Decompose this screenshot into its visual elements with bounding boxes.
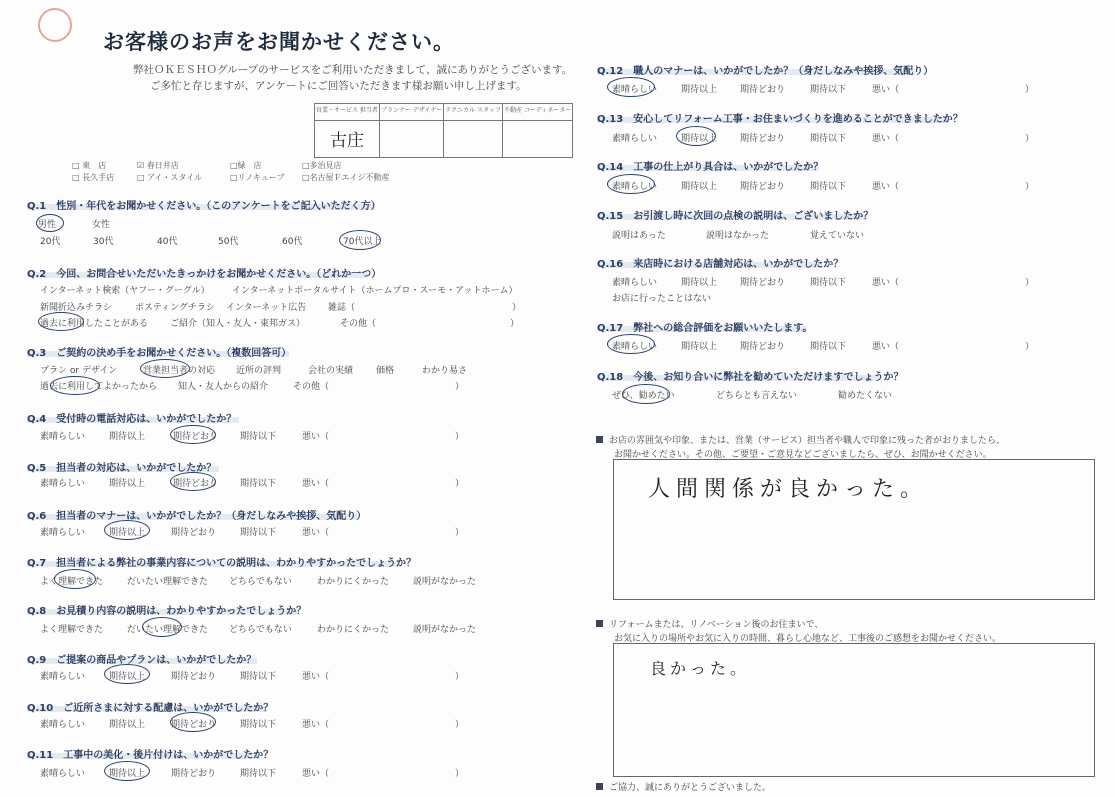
q3-opt-past-good[interactable]: 過去に利用してよかったから bbox=[40, 382, 158, 392]
q14-paren-close: ） bbox=[1025, 182, 1035, 192]
q9-answer-circle bbox=[104, 664, 150, 684]
comment1-answer: 人間関係が良かった。 bbox=[648, 477, 929, 502]
q1-opt-60s[interactable]: 60代 bbox=[282, 237, 303, 247]
q4-opt-above[interactable]: 期待以上 bbox=[109, 432, 146, 442]
store-midori[interactable]: □緑 店 bbox=[230, 161, 262, 170]
q13-opt-above[interactable]: 期待以上 bbox=[681, 134, 718, 144]
q14-opt-below[interactable]: 期待以下 bbox=[810, 182, 847, 192]
q5-heading: Q.5 担当者の対応は、いかがでしたか？ bbox=[27, 463, 217, 474]
q7-opt-mostly[interactable]: だいたい理解できた bbox=[127, 577, 209, 587]
q2-paren-close-1: ） bbox=[512, 303, 522, 313]
staff-table bbox=[314, 103, 573, 158]
q13-paren-close: ） bbox=[1025, 134, 1035, 144]
q13-answer-circle bbox=[676, 126, 716, 146]
q6-opt-excellent[interactable]: 素晴らしい bbox=[40, 528, 86, 538]
q17-opt-above[interactable]: 期待以上 bbox=[681, 342, 718, 352]
q16-heading: Q.16 来店時における店舗対応は、いかがでしたか？ bbox=[597, 259, 844, 270]
bullet-square-icon bbox=[596, 436, 603, 443]
q17-opt-excellent[interactable]: 素晴らしい bbox=[612, 342, 658, 352]
q12-heading: Q.12 職人のマナーは、いかがでしたか？（身だしなみや挨拶、気配り） bbox=[597, 66, 934, 77]
q1-answer-circle-70s bbox=[339, 230, 381, 250]
page-title: お客様のお声をお聞かせください。 bbox=[103, 30, 455, 54]
q3-opt-sales-staff[interactable]: 営業担当者の対応 bbox=[143, 366, 216, 376]
q1-answer-circle-male bbox=[36, 214, 64, 232]
q16-opt-bad[interactable]: 悪い（ bbox=[872, 278, 900, 288]
staff-cell-realestate[interactable] bbox=[502, 121, 572, 158]
q9-opt-below[interactable]: 期待以下 bbox=[240, 672, 277, 682]
comment1-textarea[interactable] bbox=[613, 459, 1095, 600]
q3-opt-track-record[interactable]: 会社の実績 bbox=[308, 366, 354, 376]
q12-opt-above[interactable]: 期待以上 bbox=[681, 85, 718, 95]
intro-line-1: 弊社ＯＫＥＳＨＯグループのサービスをご利用いただきまして、誠にありがとうございます。 bbox=[133, 64, 573, 76]
q10-heading: Q.10 ご近所さまに対する配慮は、いかがでしたか？ bbox=[27, 703, 274, 714]
q13-heading: Q.13 安心してリフォーム工事・お住まいづくりを進めることができましたか？ bbox=[597, 114, 963, 125]
q5-opt-above[interactable]: 期待以上 bbox=[109, 479, 146, 489]
store-istyle[interactable]: □ アイ・スタイル bbox=[137, 173, 203, 182]
q2-paren-close-2: ） bbox=[510, 319, 520, 329]
comment2-textarea[interactable] bbox=[613, 643, 1095, 777]
q1-opt-70s[interactable]: 70代以上 bbox=[343, 237, 382, 247]
q6-paren-close: ） bbox=[455, 528, 465, 538]
comment1-prompt-line2: お聞かせください。その他、ご要望・ご意見などございましたら、ぜひ、お聞かせください。 bbox=[614, 450, 992, 460]
q14-opt-as-expected[interactable]: 期待どおり bbox=[740, 182, 786, 192]
q4-answer-circle bbox=[170, 425, 219, 444]
q8-opt-understood-well[interactable]: よく理解できた bbox=[40, 625, 104, 635]
q2-answer-circle-past-use bbox=[38, 312, 84, 331]
q8-heading: Q.8 お見積り内容の説明は、わかりやすかったでしょうか？ bbox=[27, 606, 307, 617]
q7-opt-none[interactable]: 説明がなかった bbox=[413, 577, 477, 587]
q1-heading: Q.1 性別・年代をお聞かせください。（このアンケートをご記入いただく方） bbox=[27, 201, 381, 212]
q3-opt-price[interactable]: 価格 bbox=[376, 366, 395, 376]
q3-heading: Q.3 ご契約の決め手をお聞かせください。（複数回答可） bbox=[27, 348, 292, 359]
q1-opt-female[interactable]: 女性 bbox=[92, 220, 111, 230]
q9-heading: Q.9 ご提案の商品やプランは、いかがでしたか？ bbox=[27, 655, 257, 666]
q9-paren-close: ） bbox=[455, 672, 465, 682]
q17-paren-close: ） bbox=[1025, 342, 1035, 352]
q3-paren-close: ） bbox=[455, 382, 465, 392]
q10-opt-as-expected[interactable]: 期待どおり bbox=[171, 720, 217, 730]
q3-opt-reputation[interactable]: 近所の評判 bbox=[236, 366, 282, 376]
q10-answer-circle bbox=[170, 712, 216, 732]
comment2-prompt-line2: お気に入りの場所やお気に入りの時間、暮らし心地など、工事後のご感想をお聞かせください。 bbox=[614, 634, 1002, 644]
q1-opt-50s[interactable]: 50代 bbox=[218, 237, 239, 247]
store-renocube[interactable]: □リノキューブ bbox=[230, 173, 285, 182]
store-tajimi[interactable]: □多治見店 bbox=[302, 161, 342, 170]
q6-opt-below[interactable]: 期待以下 bbox=[240, 528, 277, 538]
q10-opt-bad[interactable]: 悪い（ bbox=[302, 720, 330, 730]
q6-answer-circle bbox=[104, 520, 150, 540]
q2-opt-search[interactable]: インターネット検索（ヤフー・グーグル） bbox=[40, 286, 210, 296]
q11-paren-close: ） bbox=[455, 769, 465, 779]
q2-opt-newspaper-flyer[interactable]: 新聞折込みチラシ bbox=[40, 303, 113, 313]
staff-header-sales: 営業・サービス 担当者 bbox=[315, 104, 380, 121]
q7-answer-circle bbox=[54, 569, 96, 589]
staff-cell-technical[interactable] bbox=[444, 121, 503, 158]
q4-opt-excellent[interactable]: 素晴らしい bbox=[40, 432, 86, 442]
q13-opt-excellent[interactable]: 素晴らしい bbox=[612, 134, 658, 144]
q17-opt-as-expected[interactable]: 期待どおり bbox=[740, 342, 786, 352]
q9-opt-excellent[interactable]: 素晴らしい bbox=[40, 672, 86, 682]
q18-answer-circle bbox=[622, 384, 670, 404]
q7-opt-unclear[interactable]: わかりにくかった bbox=[317, 577, 390, 587]
intro-line-2: ご多忙と存じますが、アンケートにご回答いただきます様お願い申し上げます。 bbox=[150, 80, 527, 92]
comment2-prompt-line1: リフォームまたは、リノベーション後のお住まいで、 bbox=[596, 617, 823, 630]
q5-paren-close: ） bbox=[455, 479, 465, 489]
seal-stamp bbox=[38, 8, 72, 42]
q13-opt-below[interactable]: 期待以下 bbox=[810, 134, 847, 144]
q16-opt-excellent[interactable]: 素晴らしい bbox=[612, 278, 658, 288]
q3-answer-circle-past-good bbox=[50, 376, 100, 395]
staff-sales-name: 古庄 bbox=[329, 131, 364, 151]
q2-opt-web-ad[interactable]: インターネット広告 bbox=[226, 303, 307, 313]
q6-opt-above[interactable]: 期待以上 bbox=[109, 528, 146, 538]
q4-paren-close: ） bbox=[455, 432, 465, 442]
q14-opt-excellent[interactable]: 素晴らしい bbox=[612, 182, 658, 192]
q3-opt-clarity[interactable]: わかり易さ bbox=[422, 366, 468, 376]
q1-opt-20s[interactable]: 20代 bbox=[40, 237, 61, 247]
q2-opt-referral[interactable]: ご紹介（知人・友人・東邦ガス） bbox=[170, 319, 306, 329]
q12-opt-excellent[interactable]: 素晴らしい bbox=[612, 85, 658, 95]
q16-opt-never-visited[interactable]: お店に行ったことはない bbox=[612, 294, 712, 304]
staff-header-technical: テクニカル スタッフ bbox=[444, 104, 503, 121]
q16-opt-as-expected[interactable]: 期待どおり bbox=[740, 278, 786, 288]
q5-opt-excellent[interactable]: 素晴らしい bbox=[40, 479, 86, 489]
q15-opt-not-explained[interactable]: 説明はなかった bbox=[706, 231, 770, 241]
q13-opt-bad[interactable]: 悪い（ bbox=[872, 134, 900, 144]
q4-opt-bad[interactable]: 悪い（ bbox=[302, 432, 330, 442]
q10-paren-close: ） bbox=[455, 720, 465, 730]
q10-opt-above[interactable]: 期待以上 bbox=[109, 720, 146, 730]
footer-thanks: ご協力、誠にありがとうございました。 bbox=[596, 780, 771, 793]
q9-opt-above[interactable]: 期待以上 bbox=[109, 672, 146, 682]
q2-heading: Q.2 今回、お問合せいただいたきっかけをお聞かせください。（どれか一つ） bbox=[27, 269, 382, 280]
q4-heading: Q.4 受付時の電話対応は、いかがでしたか？ bbox=[27, 414, 237, 425]
q12-paren-close: ） bbox=[1025, 85, 1035, 95]
q10-opt-excellent[interactable]: 素晴らしい bbox=[40, 720, 86, 730]
q8-opt-mostly[interactable]: だいたい理解できた bbox=[127, 625, 209, 635]
q11-opt-as-expected[interactable]: 期待どおり bbox=[171, 769, 217, 779]
q7-opt-understood-well[interactable]: よく理解できた bbox=[40, 577, 104, 587]
q11-answer-circle bbox=[104, 761, 150, 781]
staff-header-planner: プランナー デザイナー bbox=[379, 104, 444, 121]
q17-opt-below[interactable]: 期待以下 bbox=[810, 342, 847, 352]
q14-heading: Q.14 工事の仕上がり具合は、いかがでしたか？ bbox=[597, 162, 824, 173]
q3-opt-friend-referral[interactable]: 知人・友人からの紹介 bbox=[178, 382, 269, 392]
q3-answer-circle-sales-staff bbox=[140, 359, 190, 378]
q5-answer-circle bbox=[170, 472, 219, 491]
q14-opt-bad[interactable]: 悪い（ bbox=[872, 182, 900, 192]
q12-opt-as-expected[interactable]: 期待どおり bbox=[740, 85, 786, 95]
q15-opt-dont-remember[interactable]: 覚えていない bbox=[810, 231, 865, 241]
q4-opt-as-expected[interactable]: 期待どおり bbox=[173, 432, 219, 442]
q3-opt-plan-design[interactable]: プラン or デザイン bbox=[40, 366, 118, 376]
q18-opt-neutral[interactable]: どちらとも言えない bbox=[716, 391, 798, 401]
q7-heading: Q.7 担当者による弊社の事業内容についての説明は、わかりやすかったでしょうか？ bbox=[27, 558, 417, 569]
q12-answer-circle bbox=[607, 77, 658, 97]
q11-opt-above[interactable]: 期待以上 bbox=[109, 769, 146, 779]
q18-opt-no[interactable]: 勧めたくない bbox=[838, 391, 893, 401]
q6-opt-bad[interactable]: 悪い（ bbox=[302, 528, 330, 538]
store-kasugai[interactable]: ☑ 春日井店 bbox=[137, 161, 179, 170]
q2-opt-portal[interactable]: インターネットポータルサイト（ホームプロ・スーモ・アットホーム） bbox=[232, 286, 518, 296]
q6-opt-as-expected[interactable]: 期待どおり bbox=[171, 528, 217, 538]
q2-opt-other[interactable]: その他（ bbox=[340, 319, 377, 329]
q5-opt-bad[interactable]: 悪い（ bbox=[302, 479, 330, 489]
q16-paren-close: ） bbox=[1025, 278, 1035, 288]
q14-answer-circle bbox=[607, 174, 658, 194]
q15-opt-explained[interactable]: 説明はあった bbox=[612, 231, 666, 241]
staff-cell-sales[interactable] bbox=[315, 121, 380, 158]
q2-opt-magazine[interactable]: 雑誌（ bbox=[328, 303, 356, 313]
q6-heading: Q.6 担当者のマナーは、いかがでしたか？（身だしなみや挨拶、気配り） bbox=[27, 511, 367, 522]
q12-opt-bad[interactable]: 悪い（ bbox=[872, 85, 900, 95]
q8-opt-neutral[interactable]: どちらでもない bbox=[229, 625, 292, 635]
q16-opt-above[interactable]: 期待以上 bbox=[681, 278, 718, 288]
staff-header-realestate: 不動産 コーディネーター bbox=[502, 104, 572, 121]
q11-heading: Q.11 工事中の美化・後片付けは、いかがでしたか？ bbox=[27, 750, 274, 761]
q8-answer-circle bbox=[142, 617, 182, 637]
q1-opt-40s[interactable]: 40代 bbox=[157, 237, 178, 247]
q18-opt-definitely[interactable]: ぜひ、勧めたい bbox=[612, 391, 675, 401]
bullet-square-icon bbox=[596, 783, 603, 790]
q17-answer-circle bbox=[607, 334, 658, 354]
bullet-square-icon bbox=[596, 620, 603, 627]
q18-heading: Q.18 今後、お知り合いに弊社を勧めていただけますでしょうか？ bbox=[597, 372, 904, 383]
q15-heading: Q.15 お引渡し時に次回の点検の説明は、ございましたか？ bbox=[597, 211, 874, 222]
q13-opt-as-expected[interactable]: 期待どおり bbox=[740, 134, 786, 144]
q12-opt-below[interactable]: 期待以下 bbox=[810, 85, 847, 95]
q11-opt-below[interactable]: 期待以下 bbox=[240, 769, 277, 779]
q9-opt-bad[interactable]: 悪い（ bbox=[302, 672, 330, 682]
q1-opt-male[interactable]: 男性 bbox=[38, 220, 57, 230]
q11-opt-excellent[interactable]: 素晴らしい bbox=[40, 769, 86, 779]
staff-cell-planner[interactable] bbox=[379, 121, 444, 158]
q2-opt-posting-flyer[interactable]: ポスティングチラシ bbox=[135, 303, 215, 313]
q5-opt-as-expected[interactable]: 期待どおり bbox=[173, 479, 219, 489]
q5-opt-below[interactable]: 期待以下 bbox=[240, 479, 277, 489]
q17-opt-bad[interactable]: 悪い（ bbox=[872, 342, 900, 352]
q10-opt-below[interactable]: 期待以下 bbox=[240, 720, 277, 730]
q4-opt-below[interactable]: 期待以下 bbox=[240, 432, 277, 442]
q8-opt-none[interactable]: 説明がなかった bbox=[413, 625, 477, 635]
store-nagakute[interactable]: □ 長久手店 bbox=[72, 173, 115, 182]
store-nagoya-fage[interactable]: □名古屋Ｆエイジ不動産 bbox=[302, 173, 390, 182]
q2-opt-past-use[interactable]: 過去に利用したことがある bbox=[40, 319, 149, 329]
q7-opt-neutral[interactable]: どちらでもない bbox=[229, 577, 292, 587]
q3-opt-other[interactable]: その他（ bbox=[293, 382, 330, 392]
q11-opt-bad[interactable]: 悪い（ bbox=[302, 769, 330, 779]
q17-heading: Q.17 弊社への総合評価をお願いいたします。 bbox=[597, 323, 813, 334]
comment2-answer: 良かった。 bbox=[650, 659, 751, 678]
q9-opt-as-expected[interactable]: 期待どおり bbox=[171, 672, 217, 682]
store-east[interactable]: □ 東 店 bbox=[72, 161, 107, 170]
q14-opt-above[interactable]: 期待以上 bbox=[681, 182, 718, 192]
q16-opt-below[interactable]: 期待以下 bbox=[810, 278, 847, 288]
q8-opt-unclear[interactable]: わかりにくかった bbox=[317, 625, 390, 635]
q1-opt-30s[interactable]: 30代 bbox=[93, 237, 114, 247]
comment1-prompt-line1: お店の雰囲気や印象、または、営業（サービス）担当者や職人で印象に残った者がおりましたら、 bbox=[596, 433, 1005, 446]
